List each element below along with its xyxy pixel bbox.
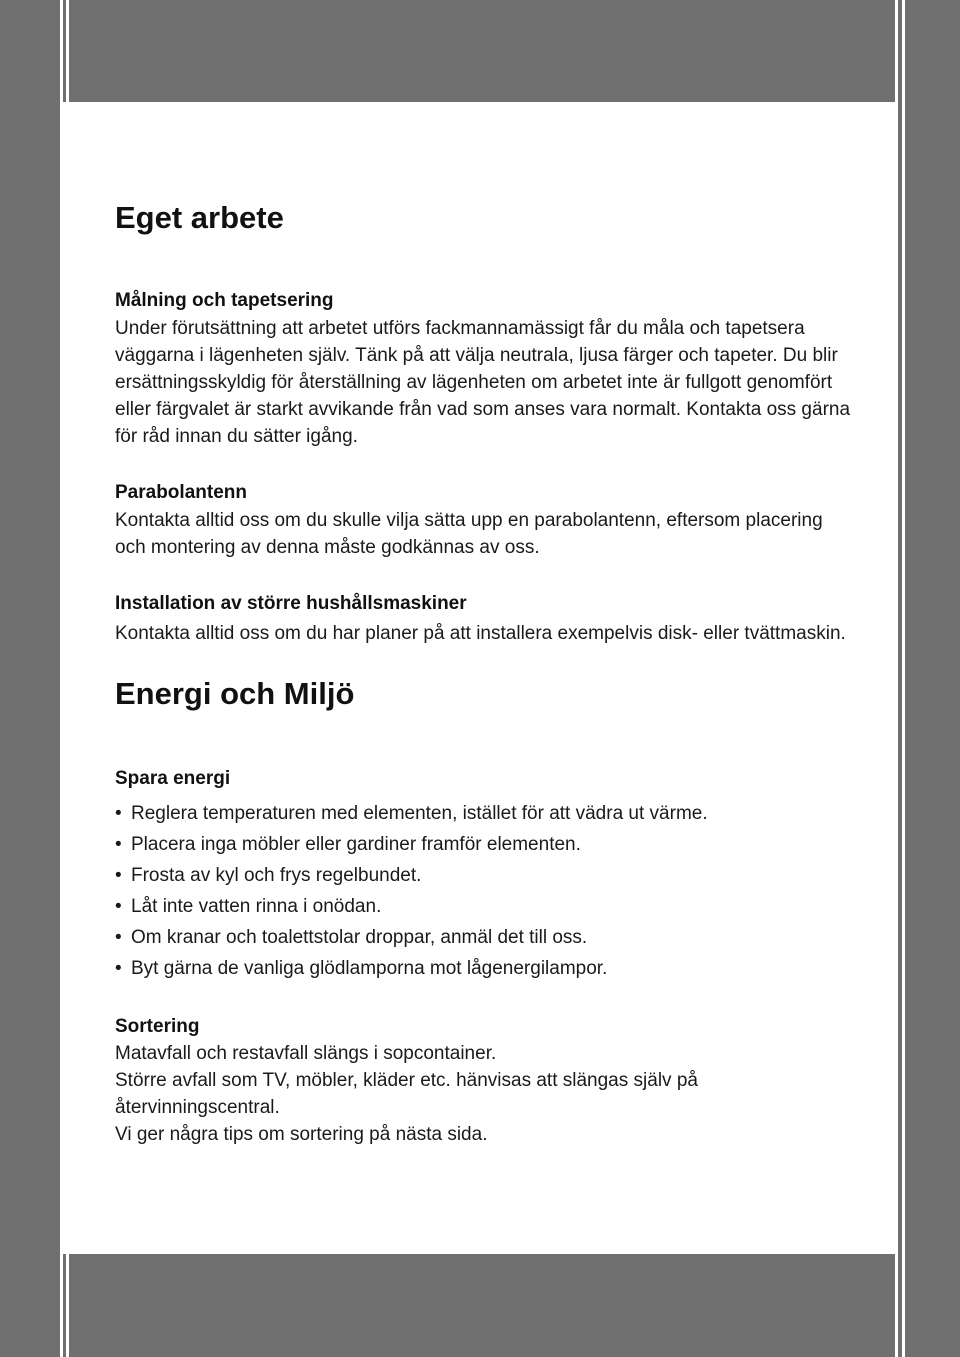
- antenna-text: Kontakta alltid oss om du skulle vilja sätta upp en parabolantenn, eftersom placering och montering av denna måste godkännas av oss.: [115, 510, 823, 558]
- list-item: [115, 891, 855, 922]
- painting-heading: Målning och tapetsering: [115, 290, 334, 311]
- bullet-icon: •: [115, 927, 122, 948]
- appliances-text: Kontakta alltid oss om du har planer på att installera exempelvis disk- eller tvättmaskin.: [115, 623, 846, 644]
- bullet-icon: •: [115, 896, 122, 917]
- sorting-section: [115, 1013, 855, 1148]
- appliances-heading: Installation av större hushållsmaskiner: [115, 593, 467, 614]
- sorting-line: Matavfall och restavfall slängs i sopcontainer.: [115, 1043, 497, 1064]
- top-frame-band: [0, 0, 960, 102]
- frame-rule: [895, 0, 898, 1357]
- section-title-energy: Energi och Miljö: [115, 676, 355, 711]
- list-item-text: Placera inga möbler eller gardiner framför elementen.: [131, 834, 581, 855]
- sorting-line: Större avfall som TV, möbler, kläder etc. hänvisas att slängas själv på återvinningscentral.: [115, 1070, 698, 1118]
- frame-rule: [902, 0, 905, 1357]
- frame-rule: [60, 0, 63, 1357]
- document-body: [115, 195, 855, 1148]
- list-item: [115, 798, 855, 829]
- bullet-icon: •: [115, 958, 122, 979]
- section-title-own-work: Eget arbete: [115, 200, 284, 235]
- list-item: [115, 953, 855, 984]
- antenna-section: [115, 479, 855, 561]
- energy-tips-list: [115, 798, 855, 984]
- antenna-heading: Parabolantenn: [115, 482, 247, 503]
- list-item-text: Byt gärna de vanliga glödlamporna mot lågenergilampor.: [131, 958, 608, 979]
- painting-text: Under förutsättning att arbetet utförs fackmannamässigt får du måla och tapetsera väggarna i lägenheten själv. Tänk på att välja neutrala, ljusa färger och tapeter. Du blir ersättningsskyldig för återställning av lägenheten om arbetet inte är fullgott genomfört eller färgvalet är starkt avvikande från vad som anses vara normalt. Kontakta oss gärna för råd innan du sätter igång.: [115, 318, 851, 447]
- list-item-text: Om kranar och toalettstolar droppar, anmäl det till oss.: [131, 927, 588, 948]
- list-item: [115, 860, 855, 891]
- painting-section: [115, 287, 855, 450]
- list-item-text: Reglera temperaturen med elementen, istället för att vädra ut värme.: [131, 803, 708, 824]
- appliances-section: [115, 590, 855, 649]
- energy-heading: Spara energi: [115, 768, 231, 789]
- list-item: [115, 922, 855, 953]
- bullet-icon: •: [115, 834, 122, 855]
- energy-section: [115, 765, 855, 984]
- bullet-icon: •: [115, 803, 122, 824]
- list-item-text: Frosta av kyl och frys regelbundet.: [131, 865, 422, 886]
- list-item: [115, 829, 855, 860]
- right-frame-band: [898, 0, 960, 1357]
- bottom-frame-band: [0, 1254, 960, 1357]
- sorting-line: Vi ger några tips om sortering på nästa sida.: [115, 1124, 488, 1145]
- left-frame-band: [0, 0, 63, 1357]
- list-item-text: Låt inte vatten rinna i onödan.: [131, 896, 382, 917]
- sorting-heading: Sortering: [115, 1016, 200, 1037]
- bullet-icon: •: [115, 865, 122, 886]
